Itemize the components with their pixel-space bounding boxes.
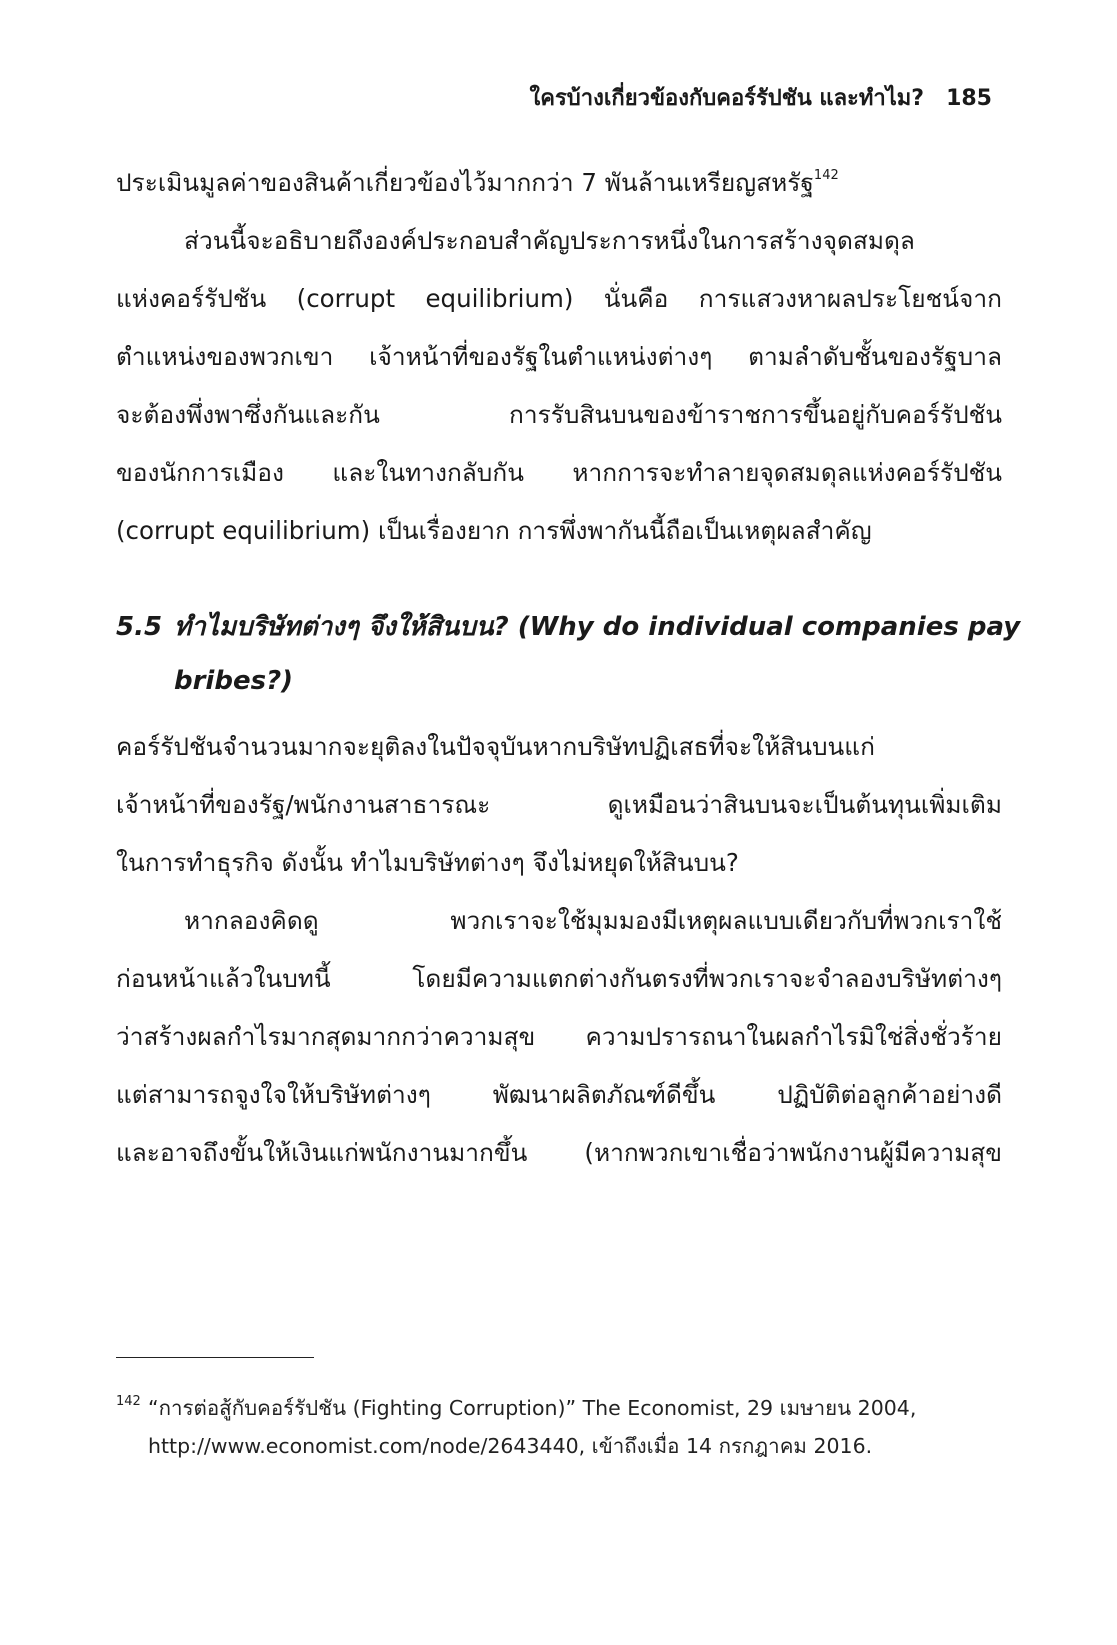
- running-header: [530, 80, 992, 115]
- body-line: ของนักการเมือง และในทางกลับกัน หากการจะทำลายจุดสมดุลแห่งคอร์รัปชัน: [116, 458, 1002, 487]
- running-header-title: ใครบ้างเกี่ยวข้องกับคอร์รัปชัน และทำไม?: [529, 86, 925, 111]
- body-line: จะต้องพึ่งพาซึ่งกันและกัน การรับสินบนของข้าราชการขึ้นอยู่กับคอร์รัปชัน: [116, 400, 1002, 429]
- body-line: เจ้าหน้าที่ของรัฐ/พนักงานสาธารณะ ดูเหมือนว่าสินบนจะเป็นต้นทุนเพิ่มเติม: [116, 790, 1002, 819]
- body-line: (corrupt equilibrium) เป็นเรื่องยาก การพึ่งพากันนี้ถือเป็นเหตุผลสำคัญ: [116, 516, 872, 545]
- section-heading-continued: bribes?): [174, 666, 294, 696]
- body-line: ตำแหน่งของพวกเขา เจ้าหน้าที่ของรัฐในตำแหน่งต่างๆ ตามลำดับชั้นของรัฐบาล: [116, 342, 1002, 371]
- body-line: แต่สามารถจูงใจให้บริษัทต่างๆ พัฒนาผลิตภัณฑ์ดีขึ้น ปฏิบัติต่อลูกค้าอย่างดี: [116, 1080, 1002, 1109]
- footnote-divider: [116, 1357, 314, 1358]
- footnote-reference[interactable]: 142: [813, 168, 839, 183]
- footnote-link[interactable]: http://www.economist.com/node/2643440, เข้าถึงเมื่อ 14 กรกฎาคม 2016.: [148, 1434, 873, 1458]
- page-number: 185: [946, 86, 992, 111]
- body-text: ประเมินมูลค่าของสินค้าเกี่ยวข้องไว้มากกว่า 7 พันล้านเหรียญสหรัฐ: [116, 168, 814, 197]
- body-line: ว่าสร้างผลกำไรมากสุดมากกว่าความสุข ความปรารถนาในผลกำไรมิใช่สิ่งชั่วร้าย: [116, 1022, 1002, 1051]
- section-title: ทำไมบริษัทต่างๆ จึงให้สินบน? (Why do individual companies pay: [174, 612, 1021, 642]
- body-line: ก่อนหน้าแล้วในบทนี้ โดยมีความแตกต่างกันตรงที่พวกเราจะจำลองบริษัทต่างๆ: [116, 964, 1002, 993]
- body-line: หากลองคิดดู พวกเราจะใช้มุมมองมีเหตุผลแบบเดียวกับที่พวกเราใช้: [184, 906, 1002, 935]
- body-line: แห่งคอร์รัปชัน (corrupt equilibrium) นั่นคือ การแสวงหาผลประโยชน์จาก: [116, 284, 1002, 313]
- body-line: [116, 163, 1002, 203]
- body-line: คอร์รัปชันจำนวนมากจะยุติลงในปัจจุบันหากบริษัทปฏิเสธที่จะให้สินบนแก่: [116, 732, 875, 761]
- body-line: ส่วนนี้จะอธิบายถึงองค์ประกอบสำคัญประการหนึ่งในการสร้างจุดสมดุล: [184, 226, 915, 255]
- section-heading: [116, 607, 1020, 647]
- section-number: 5.5: [116, 612, 163, 642]
- footnote-number: 142: [116, 1394, 141, 1409]
- body-line: ในการทำธุรกิจ ดังนั้น ทำไมบริษัทต่างๆ จึงไม่หยุดให้สินบน?: [116, 848, 739, 877]
- body-line: และอาจถึงขั้นให้เงินแก่พนักงานมากขึ้น (หากพวกเขาเชื่อว่าพนักงานผู้มีความสุข: [116, 1138, 1002, 1167]
- footnote-text-line: “การต่อสู้กับคอร์รัปชัน (Fighting Corruption)” The Economist, 29 เมษายน 2004,: [148, 1396, 917, 1420]
